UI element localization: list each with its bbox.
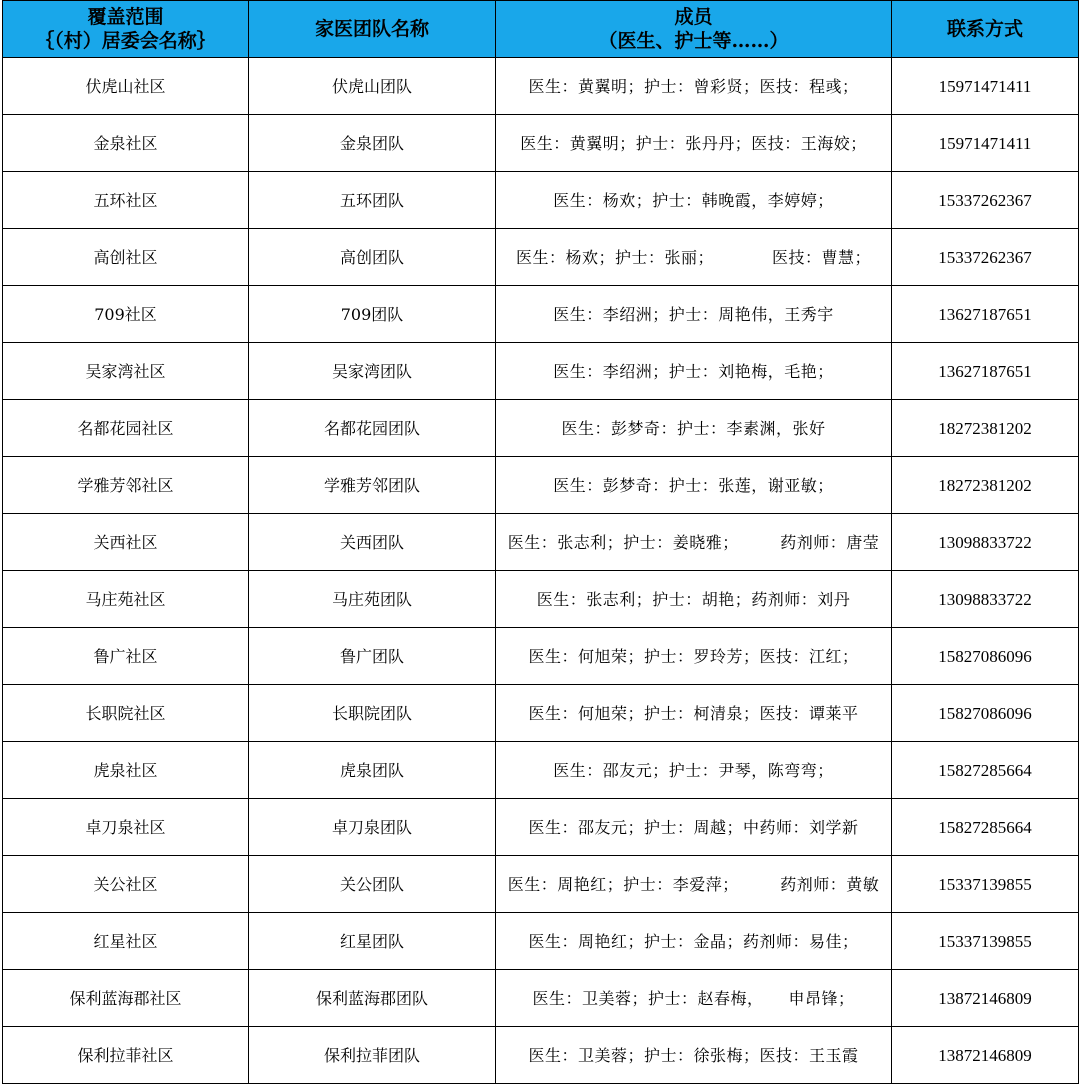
table-row	[3, 913, 1079, 970]
community-cell: 关公社区	[3, 856, 249, 913]
members-cell	[496, 400, 892, 457]
table-row	[3, 799, 1079, 856]
community-cell: 关西社区	[3, 514, 249, 571]
community-cell: 鲁广社区	[3, 628, 249, 685]
members-cell	[496, 229, 892, 286]
table-row	[3, 457, 1079, 514]
table-row	[3, 172, 1079, 229]
contact-phone-cell: 18272381202	[892, 400, 1079, 457]
members-text: 医生：周艳红；护士：金晶；药剂师：易佳；	[528, 931, 859, 951]
header-coverage	[3, 1, 249, 58]
table-row	[3, 742, 1079, 799]
contact-phone-cell: 15971471411	[892, 115, 1079, 172]
community-cell: 五环社区	[3, 172, 249, 229]
contact-phone-cell: 13098833722	[892, 514, 1079, 571]
team-name-cell: 伏虎山团队	[249, 58, 496, 115]
contact-phone-cell: 15827285664	[892, 799, 1079, 856]
community-cell: 卓刀泉社区	[3, 799, 249, 856]
header-members	[496, 1, 892, 58]
contact-phone-cell: 13098833722	[892, 571, 1079, 628]
team-name-cell: 709团队	[249, 286, 496, 343]
header-members-line1: 成员	[674, 6, 713, 28]
members-cell	[496, 58, 892, 115]
contact-phone-cell: 15827086096	[892, 628, 1079, 685]
team-name-cell: 吴家湾团队	[249, 343, 496, 400]
community-cell: 伏虎山社区	[3, 58, 249, 115]
members-cell	[496, 1027, 892, 1084]
team-name-cell: 保利蓝海郡团队	[249, 970, 496, 1027]
members-cell	[496, 970, 892, 1027]
members-text: 医生：周艳红；护士：李爱萍； 药剂师：黄敏	[507, 874, 880, 894]
members-cell	[496, 514, 892, 571]
table-row	[3, 115, 1079, 172]
members-text: 医生：邵友元；护士：尹琴，陈弯弯；	[553, 760, 834, 780]
table-row	[3, 856, 1079, 913]
community-cell: 红星社区	[3, 913, 249, 970]
header-team-name: 家医团队名称	[249, 1, 496, 58]
members-text: 医生：杨欢；护士：韩晚霞，李婷婷；	[553, 190, 834, 210]
community-cell: 保利蓝海郡社区	[3, 970, 249, 1027]
team-name-cell: 长职院团队	[249, 685, 496, 742]
members-text: 医生：何旭荣；护士：柯清泉；医技：谭莱平	[528, 703, 859, 723]
contact-phone-cell: 18272381202	[892, 457, 1079, 514]
members-text: 医生：杨欢；护士：张丽； 医技：曹慧；	[515, 247, 871, 267]
header-coverage-line1: 覆盖范围	[87, 6, 164, 28]
members-text: 医生：李绍洲；护士：刘艳梅，毛艳；	[553, 361, 834, 381]
header-row	[3, 1, 1079, 58]
table-row	[3, 229, 1079, 286]
contact-phone-cell: 15337139855	[892, 856, 1079, 913]
members-cell	[496, 799, 892, 856]
members-cell	[496, 856, 892, 913]
members-cell	[496, 913, 892, 970]
members-cell	[496, 685, 892, 742]
members-text: 医生：黄翼明；护士：曾彩贤；医技：程彧；	[528, 76, 859, 96]
header-coverage-line2: ｛（村）居委会名称｝	[35, 30, 216, 52]
members-cell	[496, 343, 892, 400]
community-cell: 金泉社区	[3, 115, 249, 172]
contact-phone-cell: 13872146809	[892, 1027, 1079, 1084]
members-text: 医生：邵友元；护士：周越；中药师：刘学新	[528, 817, 859, 837]
members-text: 医生：彭梦奇：护士：李素渊，张好	[561, 418, 826, 438]
contact-phone-cell: 15337139855	[892, 913, 1079, 970]
community-cell: 马庄苑社区	[3, 571, 249, 628]
team-name-cell: 高创团队	[249, 229, 496, 286]
table-row	[3, 514, 1079, 571]
family-doctor-team-table	[2, 0, 1079, 1084]
contact-phone-cell: 13627187651	[892, 343, 1079, 400]
contact-phone-cell: 13872146809	[892, 970, 1079, 1027]
members-text: 医生：卫美蓉；护士：徐张梅；医技：王玉霞	[528, 1045, 859, 1065]
contact-phone-cell: 15337262367	[892, 172, 1079, 229]
members-text: 医生：黄翼明；护士：张丹丹；医技：王海姣；	[520, 133, 867, 153]
members-text: 医生：何旭荣；护士：罗玲芳；医技：江红；	[528, 646, 859, 666]
contact-phone-cell: 15337262367	[892, 229, 1079, 286]
members-cell	[496, 571, 892, 628]
team-name-cell: 学雅芳邻团队	[249, 457, 496, 514]
members-text: 医生：彭梦奇：护士：张莲，谢亚敏；	[553, 475, 834, 495]
team-name-cell: 保利拉菲团队	[249, 1027, 496, 1084]
contact-phone-cell: 15827086096	[892, 685, 1079, 742]
community-cell: 名都花园社区	[3, 400, 249, 457]
contact-phone-cell: 13627187651	[892, 286, 1079, 343]
header-contact: 联系方式	[892, 1, 1079, 58]
table-row	[3, 286, 1079, 343]
community-cell: 长职院社区	[3, 685, 249, 742]
team-name-cell: 五环团队	[249, 172, 496, 229]
members-cell	[496, 628, 892, 685]
table-row	[3, 1027, 1079, 1084]
community-cell: 学雅芳邻社区	[3, 457, 249, 514]
contact-phone-cell: 15971471411	[892, 58, 1079, 115]
members-text: 医生：张志利；护士：胡艳；药剂师：刘丹	[536, 589, 851, 609]
table-body	[3, 58, 1079, 1084]
header-members-line2: （医生、护士等……）	[598, 30, 789, 52]
team-name-cell: 卓刀泉团队	[249, 799, 496, 856]
community-cell: 高创社区	[3, 229, 249, 286]
members-cell	[496, 172, 892, 229]
members-cell	[496, 742, 892, 799]
table-row	[3, 970, 1079, 1027]
team-name-cell: 红星团队	[249, 913, 496, 970]
members-text: 医生：卫美蓉；护士：赵春梅， 申昂锋；	[532, 988, 855, 1008]
team-name-cell: 金泉团队	[249, 115, 496, 172]
team-name-cell: 关公团队	[249, 856, 496, 913]
table-row	[3, 628, 1079, 685]
community-cell: 虎泉社区	[3, 742, 249, 799]
table-row	[3, 58, 1079, 115]
community-cell: 吴家湾社区	[3, 343, 249, 400]
table-row	[3, 571, 1079, 628]
members-text: 医生：张志利；护士：姜晓雅； 药剂师：唐莹	[507, 532, 880, 552]
members-cell	[496, 286, 892, 343]
table-row	[3, 400, 1079, 457]
community-cell: 709社区	[3, 286, 249, 343]
team-name-cell: 名都花园团队	[249, 400, 496, 457]
contact-phone-cell: 15827285664	[892, 742, 1079, 799]
members-cell	[496, 457, 892, 514]
team-name-cell: 鲁广团队	[249, 628, 496, 685]
members-text: 医生：李绍洲；护士：周艳伟，王秀宇	[553, 304, 834, 324]
team-name-cell: 关西团队	[249, 514, 496, 571]
team-name-cell: 马庄苑团队	[249, 571, 496, 628]
team-name-cell: 虎泉团队	[249, 742, 496, 799]
members-cell	[496, 115, 892, 172]
table-row	[3, 685, 1079, 742]
community-cell: 保利拉菲社区	[3, 1027, 249, 1084]
table-row	[3, 343, 1079, 400]
